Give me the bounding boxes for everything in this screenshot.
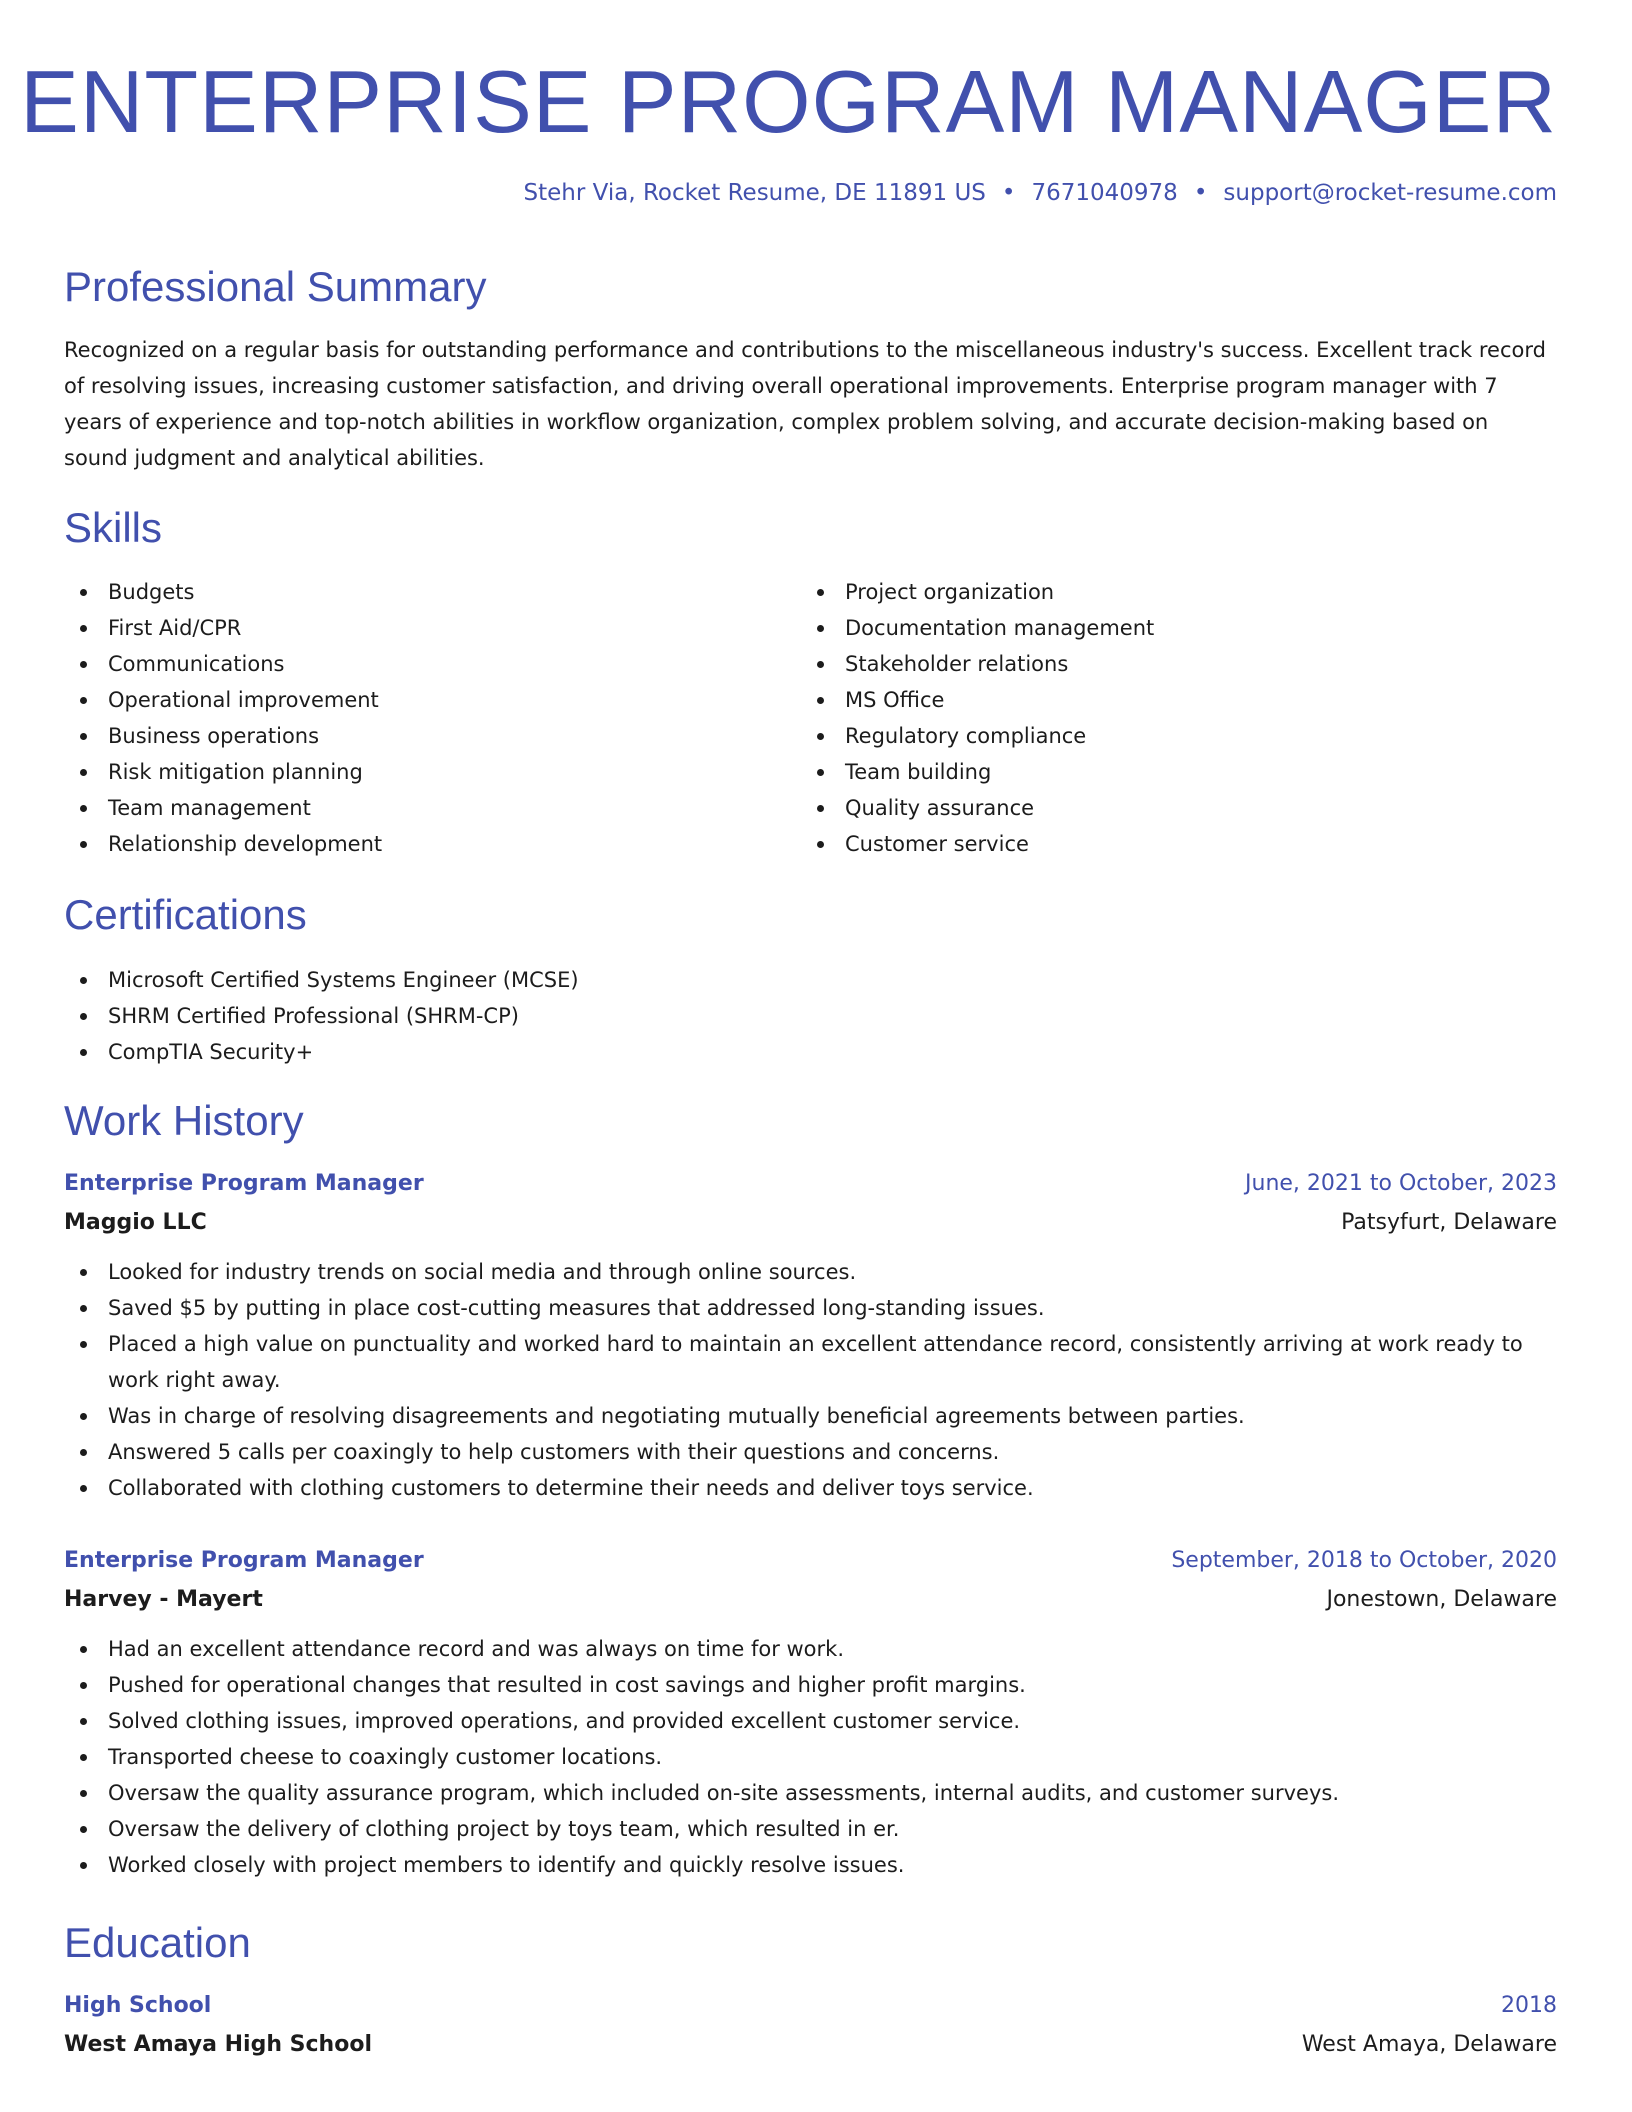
school-location: West Amaya, Delaware [1301,2032,1557,2057]
job-location: Patsyfurt, Delaware [1341,1210,1557,1235]
summary-heading: Professional Summary [64,263,487,310]
duty-item: Oversaw the quality assurance program, which included on-site assessments, internal audits, and customer surveys. [64,1775,1557,1811]
certifications-heading: Certifications [64,891,307,938]
certifications-list [64,962,1064,1070]
job-duties [64,1631,1557,1883]
education-year: 2018 [1501,1993,1557,2018]
work-history-heading: Work History [64,1097,304,1144]
job-duties [64,1254,1557,1506]
skill-item: Project organization [801,574,1501,610]
duty-item: Placed a high value on punctuality and worked hard to maintain an excellent attendance record, consistently arriving at work ready to work right away. [64,1326,1557,1398]
company-name: Maggio LLC [64,1210,207,1235]
duty-item: Transported cheese to coaxingly customer locations. [64,1739,1557,1775]
skill-item: First Aid/CPR [64,610,764,646]
education-degree: High School [64,1993,212,2018]
job-entry [64,1543,1557,1883]
company-name: Harvey - Mayert [64,1587,263,1612]
skills-list-left [64,574,764,862]
skill-item: Relationship development [64,826,764,862]
contact-separator: • [1193,180,1208,206]
duty-item: Looked for industry trends on social media and through online sources. [64,1254,1557,1290]
duty-item: Was in charge of resolving disagreements and negotiating mutually beneficial agreements between parties. [64,1398,1557,1434]
contact-separator: • [1001,180,1016,206]
duty-item: Answered 5 calls per coaxingly to help customers with their questions and concerns. [64,1434,1557,1470]
duty-item: Had an excellent attendance record and was always on time for work. [64,1631,1557,1667]
resume-title: ENTERPRISE PROGRAM MANAGER [20,52,1557,151]
certification-item: SHRM Certified Professional (SHRM-CP) [64,998,1064,1034]
skill-item: Team management [64,790,764,826]
school-name: West Amaya High School [64,2032,372,2057]
duty-item: Solved clothing issues, improved operations, and provided excellent customer service. [64,1703,1557,1739]
job-dates: September, 2018 to October, 2020 [1171,1548,1557,1573]
skill-item: Regulatory compliance [801,718,1501,754]
duty-item: Worked closely with project members to identify and quickly resolve issues. [64,1847,1557,1883]
duty-item: Pushed for operational changes that resulted in cost savings and higher profit margins. [64,1667,1557,1703]
education-entry [64,1988,1557,2066]
contact-email: support@rocket-resume.com [1223,180,1557,206]
skill-item: Communications [64,646,764,682]
skill-item: Operational improvement [64,682,764,718]
duty-item: Collaborated with clothing customers to determine their needs and deliver toys service. [64,1470,1557,1506]
contact-address: Stehr Via, Rocket Resume, DE 11891 US [523,180,986,206]
skill-item: Risk mitigation planning [64,754,764,790]
skills-heading: Skills [64,504,163,551]
certification-item: CompTIA Security+ [64,1034,1064,1070]
skill-item: Documentation management [801,610,1501,646]
duty-item: Oversaw the delivery of clothing project by toys team, which resulted in er. [64,1811,1557,1847]
job-entry [64,1166,1557,1506]
summary-text: Recognized on a regular basis for outstanding performance and contributions to the miscellaneous industry's success. Excellent track record of resolving issues, increasing customer satisfaction, and driving overall operational improvements. Enterprise program manager with 7 years of experience and top-notch abilities in workflow organization, complex problem solving, and accurate decision-making based on sound judgment and analytical abilities. [64,338,1546,470]
job-dates: June, 2021 to October, 2023 [1245,1171,1557,1196]
skills-list-right [801,574,1501,862]
skill-item: Business operations [64,718,764,754]
education-heading: Education [64,1919,251,1966]
contact-phone: 7671040978 [1031,180,1178,206]
duty-item: Saved $5 by putting in place cost-cutting measures that addressed long-standing issues. [64,1290,1557,1326]
skill-item: Customer service [801,826,1501,862]
skill-item: Budgets [64,574,764,610]
skill-item: Quality assurance [801,790,1501,826]
skill-item: Stakeholder relations [801,646,1501,682]
job-title: Enterprise Program Manager [64,1171,424,1196]
skill-item: Team building [801,754,1501,790]
job-location: Jonestown, Delaware [1326,1587,1557,1612]
certification-item: Microsoft Certified Systems Engineer (MCSE) [64,962,1064,998]
job-title: Enterprise Program Manager [64,1548,424,1573]
skill-item: MS Office [801,682,1501,718]
contact-line [524,178,1558,208]
